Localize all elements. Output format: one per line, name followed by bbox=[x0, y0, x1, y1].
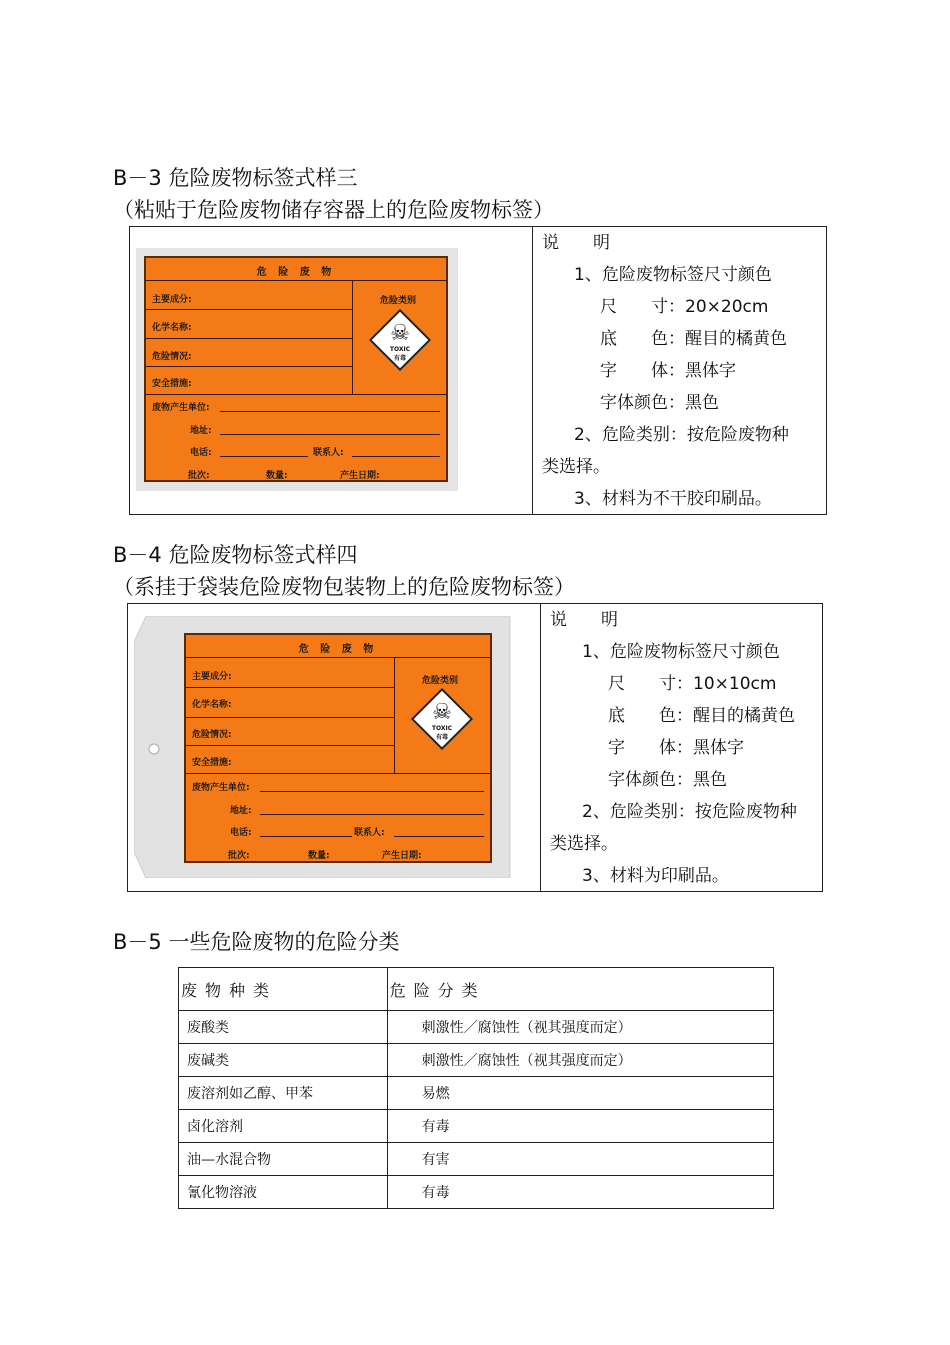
label-quantity: 数量: bbox=[266, 471, 288, 481]
label-address: 地址: bbox=[190, 426, 212, 436]
section-b5-heading: B－5 一些危险废物的危险分类 bbox=[113, 930, 400, 954]
column-header-waste-type: 废物种类 bbox=[179, 968, 388, 1011]
label-ingredients: 主要成分: bbox=[152, 295, 192, 305]
cell-hazard-class: 有毒 bbox=[387, 1176, 773, 1209]
cell-hazard-class: 刺激性／腐蚀性（视其强度而定） bbox=[387, 1011, 773, 1044]
cell-waste-type: 卤化溶剂 bbox=[179, 1110, 388, 1143]
section-b4-frame bbox=[127, 603, 823, 892]
label-chemical-name: 化学名称: bbox=[192, 700, 232, 710]
cell-waste-type: 废溶剂如乙醇、甲苯 bbox=[179, 1077, 388, 1110]
label-danger-situation: 危险情况: bbox=[152, 352, 192, 362]
label-safety-measures: 安全措施: bbox=[192, 758, 232, 768]
cell-hazard-class: 易燃 bbox=[387, 1077, 773, 1110]
toxic-cn-text: 有毒 bbox=[435, 734, 448, 741]
toxic-text: TOXIC bbox=[431, 725, 453, 732]
notes-font-color: 字体颜色：黑色 bbox=[608, 770, 727, 790]
label-title: 危 险 废 物 bbox=[298, 644, 378, 655]
label-quantity: 数量: bbox=[308, 851, 330, 861]
notes-item-2: 2、危险类别：按危险废物种 bbox=[574, 425, 789, 445]
label-safety-measures: 安全措施: bbox=[152, 379, 192, 389]
notes-font: 字 体：黑体字 bbox=[608, 738, 744, 758]
section-b4-heading: B－4 危险废物标签式样四 bbox=[113, 543, 358, 567]
label-contact: 联系人: bbox=[313, 448, 344, 458]
cell-waste-type: 氰化物溶液 bbox=[179, 1176, 388, 1209]
label-phone: 电话: bbox=[230, 828, 252, 838]
notes-b3 bbox=[542, 227, 789, 515]
label-date: 产生日期: bbox=[382, 851, 422, 861]
divider bbox=[532, 227, 533, 514]
label-batch: 批次: bbox=[228, 851, 250, 861]
hazard-label-b4 bbox=[184, 633, 492, 863]
label-address: 地址: bbox=[230, 806, 252, 816]
label-batch: 批次: bbox=[188, 471, 210, 481]
section-b3-frame bbox=[129, 226, 827, 515]
notes-item-3: 3、材料为不干胶印刷品。 bbox=[574, 489, 772, 509]
table-row bbox=[179, 1176, 774, 1209]
notes-font-color: 字体颜色：黑色 bbox=[600, 393, 719, 413]
toxic-text: TOXIC bbox=[389, 346, 411, 353]
cell-hazard-class: 有害 bbox=[387, 1143, 773, 1176]
notes-item-1: 1、危险废物标签尺寸颜色 bbox=[582, 642, 780, 662]
notes-header: 说 明 bbox=[542, 233, 610, 253]
label-producer: 废物产生单位: bbox=[192, 783, 250, 793]
notes-bg-color: 底 色：醒目的橘黄色 bbox=[608, 706, 795, 726]
section-b3-heading: B－3 危险废物标签式样三 bbox=[113, 166, 358, 190]
table-row bbox=[179, 1077, 774, 1110]
hazard-classification-table bbox=[178, 967, 774, 1209]
label-producer: 废物产生单位: bbox=[152, 403, 210, 413]
notes-size: 尺 寸：10×10cm bbox=[608, 674, 777, 694]
label-chemical-name: 化学名称: bbox=[152, 323, 192, 333]
label-title: 危 险 废 物 bbox=[256, 267, 336, 278]
notes-item-1: 1、危险废物标签尺寸颜色 bbox=[574, 265, 772, 285]
table-row bbox=[179, 1143, 774, 1176]
hazard-label-b3 bbox=[144, 256, 448, 482]
skull-icon: ☠ bbox=[432, 700, 452, 725]
skull-icon: ☠ bbox=[390, 321, 410, 346]
notes-header: 说 明 bbox=[550, 610, 618, 630]
notes-item-2: 2、危险类别：按危险废物种 bbox=[582, 802, 797, 822]
notes-item-2-cont: 类选择。 bbox=[542, 457, 610, 477]
toxic-cn-text: 有毒 bbox=[393, 355, 406, 362]
cell-hazard-class: 刺激性／腐蚀性（视其强度而定） bbox=[387, 1044, 773, 1077]
cell-waste-type: 油—水混合物 bbox=[179, 1143, 388, 1176]
section-b3-subheading: （粘贴于危险废物储存容器上的危险废物标签） bbox=[113, 198, 554, 222]
notes-b4 bbox=[550, 604, 797, 892]
label-date: 产生日期: bbox=[340, 471, 380, 481]
section-b4-subheading: （系挂于袋装危险废物包装物上的危险废物标签） bbox=[113, 575, 575, 599]
label-danger-situation: 危险情况: bbox=[192, 730, 232, 740]
table-row bbox=[179, 1110, 774, 1143]
notes-font: 字 体：黑体字 bbox=[600, 361, 736, 381]
hang-hole-icon bbox=[149, 744, 159, 754]
table-row bbox=[179, 1044, 774, 1077]
cell-waste-type: 废碱类 bbox=[179, 1044, 388, 1077]
label-hazard-class: 危险类别 bbox=[380, 296, 417, 306]
divider bbox=[540, 604, 541, 891]
notes-bg-color: 底 色：醒目的橘黄色 bbox=[600, 329, 787, 349]
label-image-b3 bbox=[136, 248, 458, 491]
label-hazard-class: 危险类别 bbox=[422, 676, 459, 686]
cell-hazard-class: 有毒 bbox=[387, 1110, 773, 1143]
label-phone: 电话: bbox=[190, 448, 212, 458]
cell-waste-type: 废酸类 bbox=[179, 1011, 388, 1044]
notes-item-2-cont: 类选择。 bbox=[550, 834, 618, 854]
notes-item-3: 3、材料为印刷品。 bbox=[582, 866, 729, 886]
label-ingredients: 主要成分: bbox=[192, 672, 232, 682]
notes-size: 尺 寸：20×20cm bbox=[600, 297, 769, 317]
table-row bbox=[179, 1011, 774, 1044]
column-header-hazard-class: 危险分类 bbox=[387, 968, 773, 1011]
table-header-row bbox=[179, 968, 774, 1011]
label-contact: 联系人: bbox=[354, 828, 385, 838]
